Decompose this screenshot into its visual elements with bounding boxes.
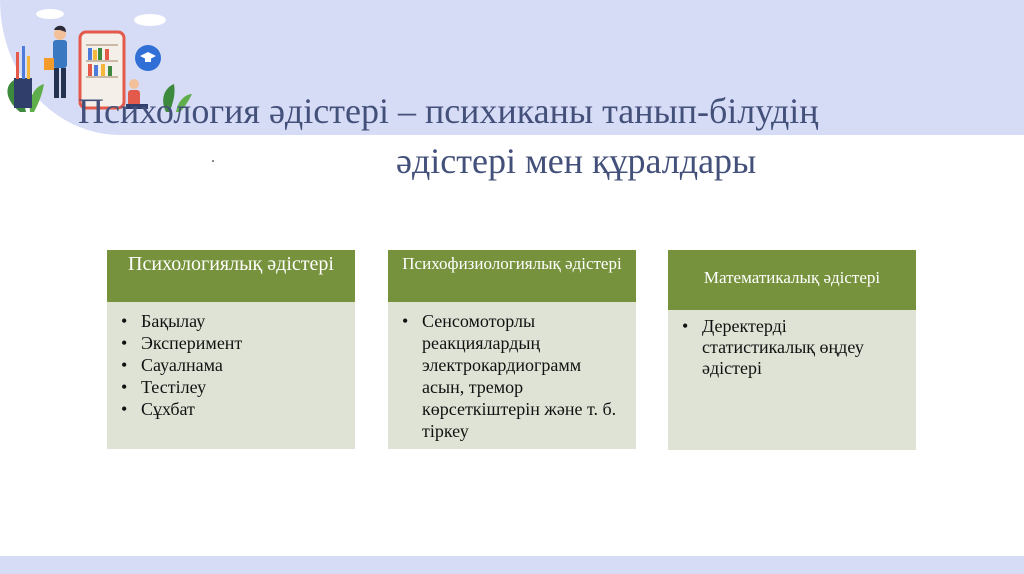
bullet-list: [398, 310, 624, 442]
list-item: • Тестілеу: [141, 376, 343, 398]
column-psychological-methods: [107, 250, 355, 449]
list-item: • Деректерді статистикалық өңдеу әдістері: [702, 316, 904, 379]
slide-title-line-2: әдістері мен құралдары: [396, 141, 757, 181]
column-mathematical-methods: [668, 250, 916, 450]
column-body: [107, 302, 355, 449]
list-item: • Бақылау: [141, 310, 343, 332]
slide-title: [70, 86, 1010, 186]
graduation-cap-icon: [135, 45, 161, 71]
column-body: [668, 310, 916, 450]
column-body: [388, 302, 636, 449]
bullet-list: [117, 310, 343, 420]
list-item: • Сұхбат: [141, 398, 343, 420]
column-heading: Психологиялық әдістері: [107, 250, 355, 302]
column-heading: Математикалық әдістері: [668, 250, 916, 310]
stray-dot: [212, 160, 214, 162]
bullet-list: [678, 316, 904, 379]
column-psychophysiological-methods: [388, 250, 636, 449]
list-item: • Эксперимент: [141, 332, 343, 354]
list-item: • Сенсомоторлы реакциялардың электрокардиограмм асын, тремор көрсеткіштерін және т. б. тіркеу: [422, 310, 624, 442]
bottom-decorative-band: [0, 556, 1024, 574]
slide-title-line-1: Психология әдістері – психиканы танып-білудің: [78, 91, 819, 131]
list-item: • Сауалнама: [141, 354, 343, 376]
column-heading: Психофизиологиялық әдістері: [388, 250, 636, 302]
